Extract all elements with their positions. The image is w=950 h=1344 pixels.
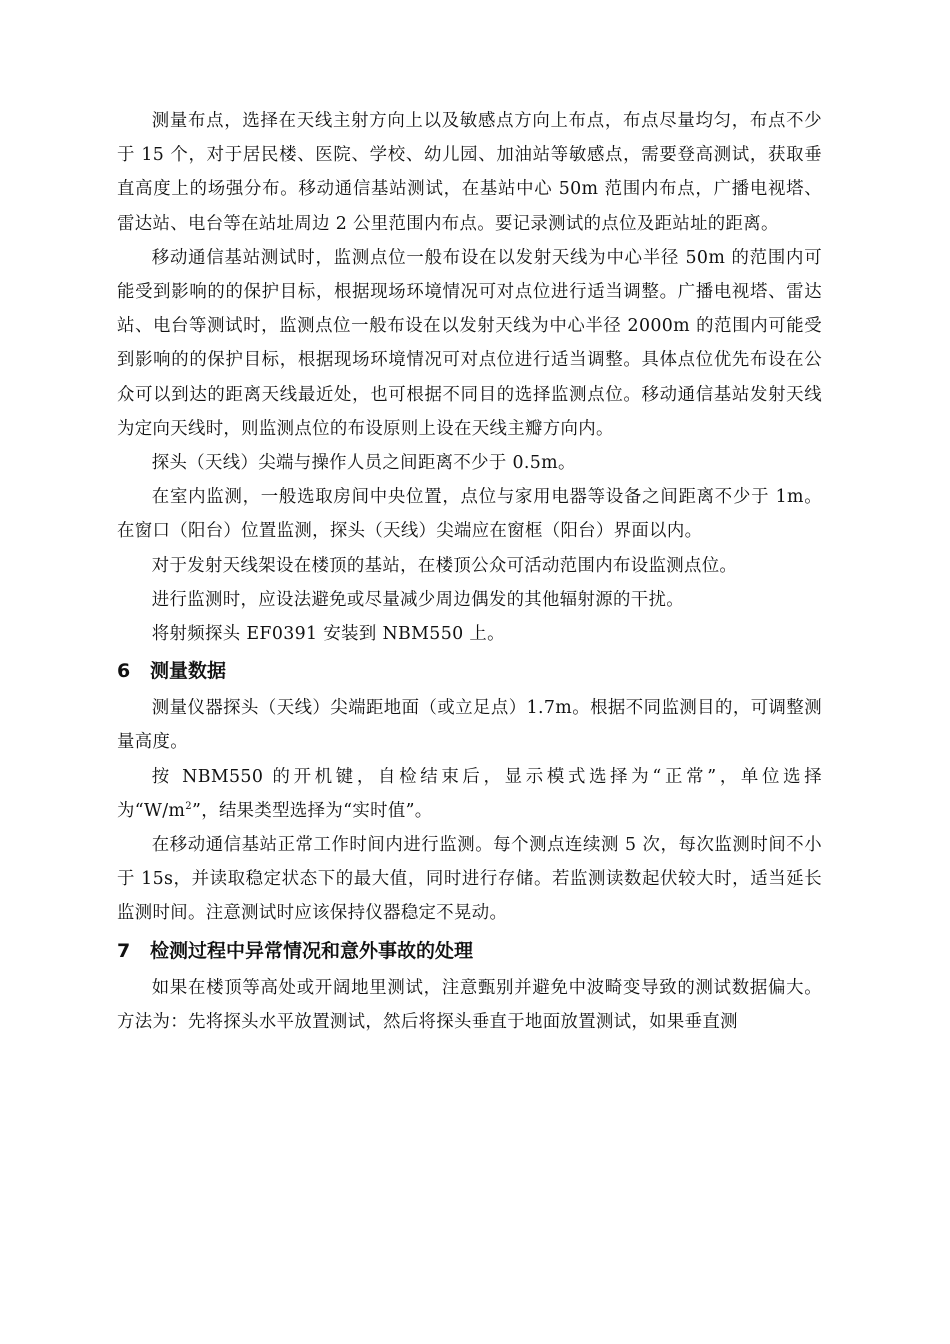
settings-text-post: ”，结果类型选择为“实时值”。 <box>191 800 433 821</box>
paragraph-power-on-settings <box>117 760 822 828</box>
section-6-title: 测量数据 <box>150 660 227 683</box>
unit-superscript: 2 <box>185 801 192 813</box>
paragraph-rooftop-distortion: 如果在楼顶等高处或开阔地里测试，注意甄别并避免中波畸变导致的测试数据偏大。方法为：先将探头水平放置测试，然后将探头垂直于地面放置测试，如果垂直测 <box>117 977 822 1032</box>
paragraph-probe-distance: 探头（天线）尖端与操作人员之间距离不少于 0.5m。 <box>151 453 576 474</box>
settings-text-pre: 按 NBM550 的开机键，自检结束后，显示模式选择为“正常”，单位选择为“W/m <box>117 766 822 821</box>
paragraph-probe-height: 测量仪器探头（天线）尖端距地面（或立足点）1.7m。根据不同监测目的，可调整测量高度。 <box>117 698 822 753</box>
section-7-title: 检测过程中异常情况和意外事故的处理 <box>150 939 474 962</box>
section-6-heading <box>117 651 822 691</box>
section-6-number: 6 <box>117 660 131 683</box>
document-body <box>117 104 822 1039</box>
paragraph-layout-points: 测量布点，选择在天线主射方向上以及敏感点方向上布点，布点尽量均匀，布点不少于 15 个，对于居民楼、医院、学校、幼儿园、加油站等敏感点，需要登高测试，获取垂直高度上的场强分布。移动通信基站测试，在基站中心 50m 范围内布点，广播电视塔、雷达站、电台等在站址周边 2 公里范围内布点。要记录测试的点位及距站址的距离。 <box>117 111 822 234</box>
section-7-number: 7 <box>117 939 131 962</box>
paragraph-install-probe: 将射频探头 EF0391 安装到 NBM550 上。 <box>151 624 505 645</box>
paragraph-monitoring-procedure: 在移动通信基站正常工作时间内进行监测。每个测点连续测 5 次，每次监测时间不小于 15s，并读取稳定状态下的最大值，同时进行存储。若监测读数起伏较大时，适当延长监测时间。注意测试时应该保持仪器稳定不晃动。 <box>117 835 822 924</box>
paragraph-indoor-monitoring: 在室内监测，一般选取房间中央位置，点位与家用电器等设备之间距离不少于 1m。在窗口（阳台）位置监测，探头（天线）尖端应在窗框（阳台）界面以内。 <box>117 487 822 542</box>
paragraph-base-station-points: 移动通信基站测试时，监测点位一般布设在以发射天线为中心半径 50m 的范围内可能受到影响的的保护目标，根据现场环境情况可对点位进行适当调整。广播电视塔、雷达站、电台等测试时，监测点位一般布设在以发射天线为中心半径 2000m 的范围内可能受到影响的的保护目标，根据现场环境情况可对点位进行适当调整。具体点位优先布设在公众可以到达的距离天线最近处，也可根据不同目的选择监测点位。移动通信基站发射天线为定向天线时，则监测点位的布设原则上设在天线主瓣方向内。 <box>117 247 822 439</box>
section-7-heading <box>117 931 822 971</box>
paragraph-interference: 进行监测时，应设法避免或尽量减少周边偶发的其他辐射源的干扰。 <box>151 589 684 610</box>
paragraph-rooftop-station: 对于发射天线架设在楼顶的基站，在楼顶公众可活动范围内布设监测点位。 <box>151 555 738 576</box>
